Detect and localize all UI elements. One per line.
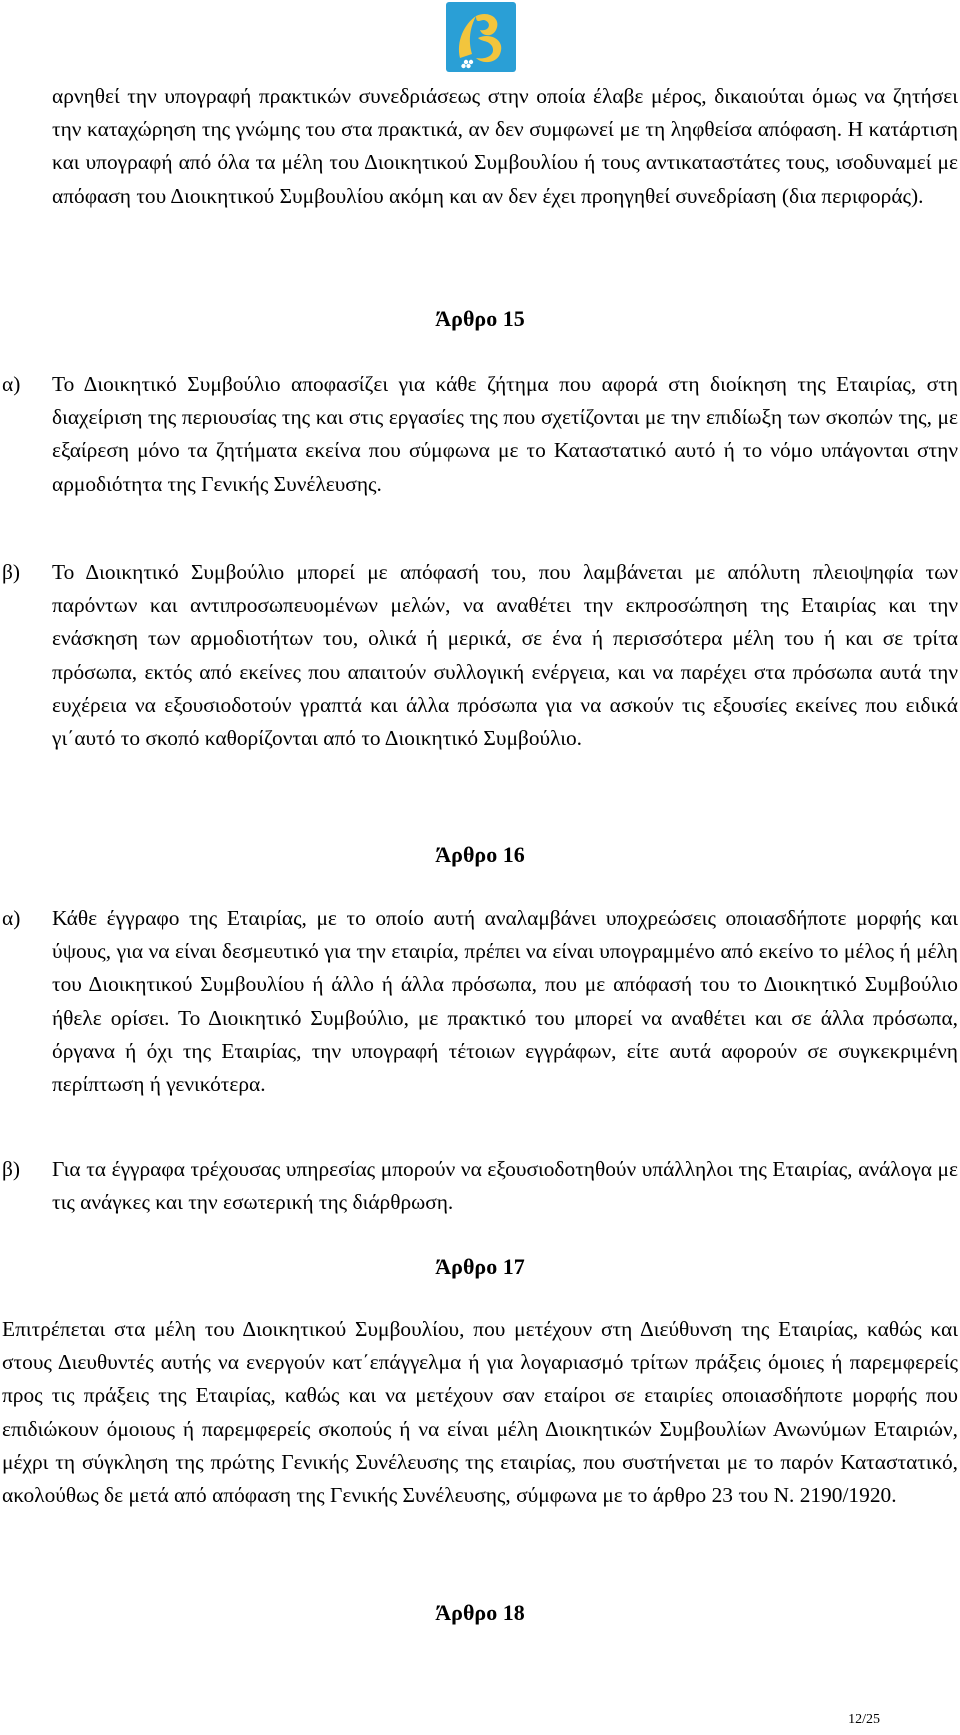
article-18-title: Άρθρο 18: [435, 1600, 525, 1625]
clause-text: Κάθε έγγραφο της Εταιρίας, με το οποίο αυτή αναλαμβάνει υποχρεώσεις οποιασδήποτε μορφής και ύψους, για να είναι δεσμευτικό για την εταιρία, πρέπει να είναι υπογραμμένο από εκείνο το μέλος ή μέλη του Διοικητικού Συμβουλίου ή άλλο ή άλλα πρόσωπα, που με απόφασή του το Διοικητικό Συμβούλιο ήθελε ορίσει. Το Διοικητικό Συμβούλιο, με πρακτικό του μπορεί να αναθέτει και σε άλλα πρόσωπα, όργανα ή όχι της Εταιρίας, την υπογραφή τέτοιων εγγράφων, είτε αυτά αφορούν σε συγκεκριμένη περίπτωση ή γενικότερα.: [52, 906, 958, 1097]
intro-paragraph: αρνηθεί την υπογραφή πρακτικών συνεδριάσεως στην οποία έλαβε μέρος, δικαιούται όμως να ζητήσει την καταχώρηση της γνώμης του στα πρακτικά, αν δεν συμφωνεί με τη ληφθείσα απόφαση. Η κατάρτιση και υπογραφή από όλα τα μέλη του Διοικητικού Συμβουλίου ή τους αντικαταστάτες τους, ισοδυναμεί με απόφαση του Διοικητικού Συμβουλίου ακόμη και αν δεν έχει προηγηθεί συνεδρίαση (δια περιφοράς).: [52, 84, 958, 208]
clause-text: Για τα έγγραφα τρέχουσας υπηρεσίας μπορούν να εξουσιοδοτηθούν υπάλληλοι της Εταιρίας, ανάλογα με τις ανάγκες και την εσωτερική της διάρθρωση.: [52, 1157, 958, 1215]
clause-marker: α): [2, 906, 21, 930]
clause-marker: β): [2, 1157, 21, 1181]
clause-marker: α): [2, 372, 21, 396]
article-17-title: Άρθρο 17: [435, 1254, 525, 1279]
article-16-title: Άρθρο 16: [435, 842, 525, 867]
article-17-paragraph: Επιτρέπεται στα μέλη του Διοικητικού Συμβουλίου, που μετέχουν στη Διεύθυνση της Εταιρίας, καθώς και στους Διευθυντές αυτής να ενεργούν κατ΄επάγγελμα ή για λογαριασμό τρίτων πράξεις όμοιες ή παρεμφερείς προς τις πράξεις της Εταιρίας, καθώς και να μετέχουν σαν εταίροι σε εταιρίες οποιασδήποτε μορφής που επιδιώκουν όμοιους ή παρεμφερείς σκοπούς ή να είναι μέλη Διοικητικών Συμβουλίων Ανωνύμων Εταιριών, μέχρι τη σύγκληση της πρώτης Γενικής Συνέλευσης της εταιρίας, που συστήνεται με το παρόν Καταστατικό, ακολούθως δε μετά από απόφαση της Γενικής Συνέλευσης, σύμφωνα με το άρθρο 23 του Ν. 2190/1920.: [2, 1317, 958, 1508]
article-15-title: Άρθρο 15: [435, 306, 525, 331]
clause-marker: β): [2, 560, 21, 584]
page-number: 12/25: [848, 1712, 880, 1727]
clause-text: Το Διοικητικό Συμβούλιο μπορεί με απόφασή του, που λαμβάνεται με απόλυτη πλειοψηφία των παρόντων και αντιπροσωπευομένων μελών, να αναθέτει την εκπροσώπηση της Εταιρίας και την ενάσκηση των αρμοδιοτήτων του, ολικά ή μερικά, σε ένα ή περισσότερα μέλη του ή και σε τρίτα πρόσωπα, εκτός από εκείνες που απαιτούν συλλογική ενέργεια, και να παρέχει στα πρόσωπα αυτά την ευχέρεια να εξουσιοδοτούν γραπτά και άλλα πρόσωπα για να ασκούν τις εξουσίες εκείνες που ειδικά γι΄αυτό το σκοπό καθορίζονται από το Διοικητικό Συμβούλιο.: [52, 560, 958, 751]
company-logo: [446, 2, 516, 72]
clause-text: Το Διοικητικό Συμβούλιο αποφασίζει για κάθε ζήτημα που αφορά στη διοίκηση της Εταιρίας, στη διαχείριση της περιουσίας της και στις εργασίες της που σχετίζονται με την επιδίωξη των σκοπών της, με εξαίρεση μόνο τα ζητήματα εκείνα που σύμφωνα με το Καταστατικό αυτό ή το νόμο υπάγονται στην αρμοδιότητα της Γενικής Συνέλευσης.: [52, 372, 958, 496]
